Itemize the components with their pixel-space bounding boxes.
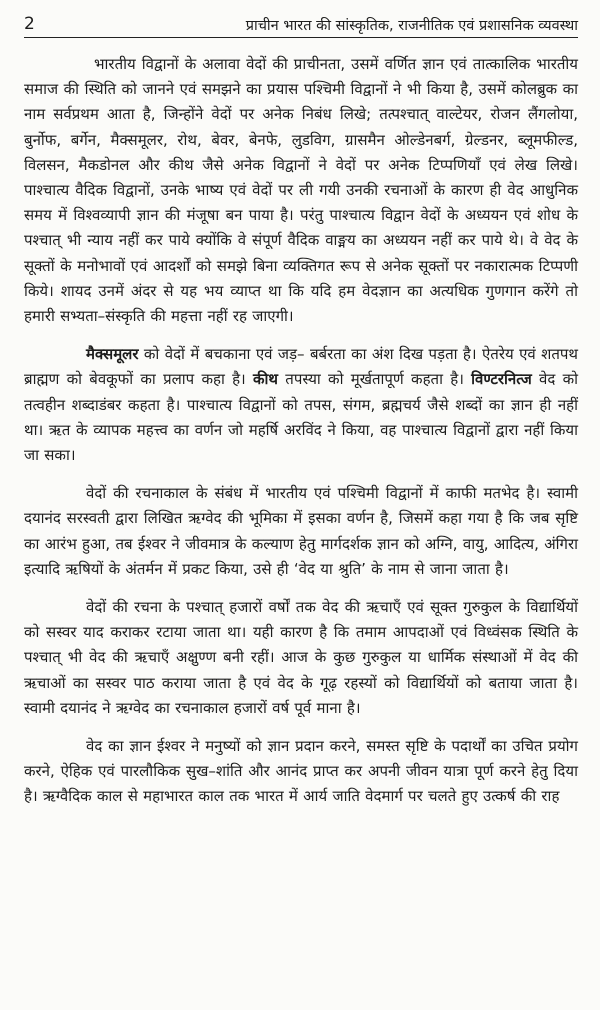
paragraph-3: वेदों की रचनाकाल के संबंध में भारतीय एवं पश्चिमी विद्वानों में काफी मतभेद है। स्वामी दयानंद सरस्वती द्वारा लिखित ऋग्वेद की भूमिका में इसका वर्णन है, जिसमें कहा गया है कि जब सृष्टि का आरंभ हुआ, तब ईश्वर ने जीवमात्र के कल्याण हेतु मार्गदर्शक ज्ञान को अग्नि, वायु, आदित्य, अंगिरा इत्यादि ऋषियों के अंतर्मन में प्रकट किया, उसे ही ‘वेद या श्रुति’ के नाम से जाना जाता है। (24, 484, 578, 578)
paragraph-2-text-2: तपस्या को मूर्खतापूर्ण कहता है। (278, 370, 472, 389)
paragraph-2-text-1: को वेदों में बचकाना एवं जड़– बर्बरता का अंश दिख पड़ता है। ऐतरेय एवं शतपथ ब्राह्मण को बेवकूफों का प्रलाप कहा है। (24, 345, 578, 389)
paragraph-2 (24, 342, 578, 468)
page-header (24, 0, 578, 38)
name-keith: कीथ (253, 370, 279, 389)
page-number: 2 (24, 14, 35, 34)
paragraph-2-text-3: वेद को तत्वहीन शब्दाडंबर कहता है। पाश्चात्य विद्वानों को तपस, संगम, ब्रह्मचर्य जैसे शब्दों का ज्ञान ही नहीं था। ऋत के व्यापक महत्त्व का वर्णन जो महर्षि अरविंद ने किया, वह पाश्चात्य विद्वानों द्वारा नहीं किया जा सका। (24, 370, 579, 465)
page-body (24, 38, 578, 810)
paragraph-5: वेद का ज्ञान ईश्वर ने मनुष्यों को ज्ञान प्रदान करने, समस्त सृष्टि के पदार्थों का उचित प्रयोग करने, ऐहिक एवं पारलौकिक सुख–शांति और आनंद प्राप्त कर अपनी जीवन यात्रा पूर्ण करने हेतु दिया है। ऋग्वैदिक काल से महाभारत काल तक भारत में आर्य जाति वेदमार्ग पर चलते हुए उत्कर्ष की राह (24, 737, 578, 806)
paragraph-4: वेदों की रचना के पश्चात् हजारों वर्षों तक वेद की ऋचाएँ एवं सूक्त गुरुकुल के विद्यार्थियों को सस्वर याद कराकर रटाया जाता था। यही कारण है कि तमाम आपदाओं एवं विध्वंसक स्थिति के पश्चात् भी वेद की ऋचाएँ अक्षुण्ण बनी रहीं। आज के कुछ गुरुकुल या धार्मिक संस्थाओं में वेद की ऋचाओं का सस्वर पाठ कराया जाता है एवं वेद के गूढ़ रहस्यों को विद्यार्थियों को बताया जाता है। स्वामी दयानंद ने ऋग्वेद का रचनाकाल हजारों वर्ष पूर्व माना है। (24, 598, 578, 717)
name-maxmuller: मैक्समूलर (86, 345, 139, 364)
running-title: प्राचीन भारत की सांस्कृतिक, राजनीतिक एवं प्रशासनिक व्यवस्था (245, 17, 578, 34)
name-winternitz: विण्टरनित्ज (471, 370, 532, 389)
paragraph-1: भारतीय विद्वानों के अलावा वेदों की प्राचीनता, उसमें वर्णित ज्ञान एवं तात्कालिक भारतीय समाज की स्थिति को जानने एवं समझने का प्रयास पश्चिमी विद्वानों ने भी किया है, उसमें कोलब्रुक का नाम सर्वप्रथम आता है, जिन्होंने वेदों पर अनेक निबंध लिखे; तत्पश्चात् वाल्टेयर, रोजन लैंगलोया, बुर्नोफ, बर्गेन, मैक्समूलर, रोथ, बेवर, बेनफे, लुडविग, ग्रासमैन ओल्डेनबर्ग, ग्रेल्डनर, ब्लूमफील्ड, विलसन, मैकडोनल और कीथ जैसे अनेक विद्वानों ने वेदों पर अनेक टिप्पणियाँ एवं लेख लिखे। पाश्चात्य वैदिक विद्वानों, उनके भाष्य एवं वेदों पर ली गयी उनकी रचनाओं के कारण ही वेद आधुनिक समय में विश्वव्यापी ज्ञान की मंजूषा बन पाया है। परंतु पाश्चात्य विद्वान वेदों के अध्ययन एवं शोध के पश्चात् भी न्याय नहीं कर पाये क्योंकि वे संपूर्ण वैदिक वाङ्मय का अध्ययन नहीं कर पाये थे। वे वेद के सूक्तों के मनोभावों एवं आदर्शों को समझे बिना व्यक्तिगत रूप से अनेक सूक्तों पर नकारात्मक टिप्पणी किये। शायद उनमें अंदर से यह भय व्याप्त था कि यदि हम वेदज्ञान का अत्यधिक गुणगान करेंगे तो हमारी सभ्यता–संस्कृति की महत्ता नहीं रह जाएगी। (24, 55, 578, 326)
